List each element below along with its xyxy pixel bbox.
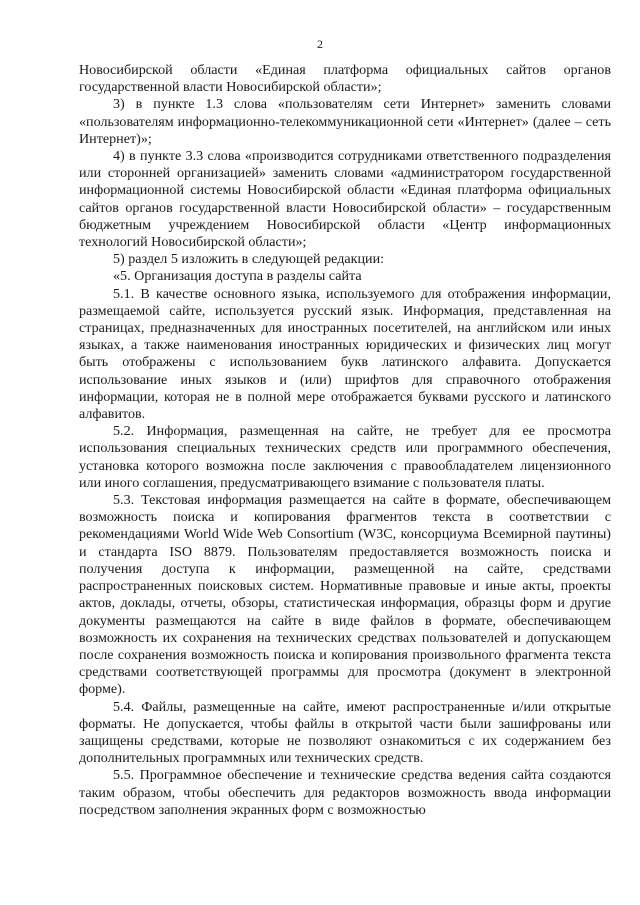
paragraph-continuation: Новосибирской области «Единая платформа официальных сайтов органов государственной власти Новосибирской области»; (79, 62, 611, 96)
paragraph-5-3: 5.3. Текстовая информация размещается на сайте в формате, обеспечивающем возможность поиска и копирования фрагментов текста в соответствии с рекомендациями World Wide Web Consortium (W3C, консорциума Всемирной паутины) и стандарта ISO 8879. Пользователям предоставляется возможность поиска и получения доступа к информации, размещенной на сайте, средствами распространенных поисковых систем. Нормативные правовые и иные акты, проекты актов, доклады, отчеты, обзоры, статистическая информация, образцы форм и другие документы размещаются на сайте в виде файлов в формате, обеспечивающем возможность их сохранения на технических средствах пользователей и допускающем после сохранения возможность поиска и копирования произвольного фрагмента текста средствами соответствующей программы для просмотра (документ в электронной форме). (79, 492, 611, 698)
paragraph-5-2: 5.2. Информация, размещенная на сайте, не требует для ее просмотра использования специальных технических средств или программного обеспечения, установка которого возможна после заключения с правообладателем лицензионного или иного соглашения, предусматривающего взимание с пользователя платы. (79, 423, 611, 491)
paragraph-5-4: 5.4. Файлы, размещенные на сайте, имеют распространенные и/или открытые форматы. Не допускается, чтобы файлы в открытой части были зашифрованы или защищены средствами, которые не позволяют ознакомиться с их содержанием без дополнительных программных или технических средств. (79, 698, 611, 767)
section-heading-5: «5. Организация доступа в разделы сайта (113, 268, 362, 285)
document-body (79, 62, 611, 819)
paragraph-item-4: 4) в пункте 3.3 слова «производится сотрудниками ответственного подразделения или сторонней организацией» заменить словами «администратором государственной информационной системы Новосибирской области «Единая платформа официальных сайтов органов государственной власти Новосибирской области» – государственным бюджетным учреждением Новосибирской области «Центр информационных технологий Новосибирской области»; (79, 148, 611, 251)
page-number: 2 (317, 37, 323, 51)
paragraph-5-1: 5.1. В качестве основного языка, используемого для отображения информации, размещаемой сайте, используется русский язык. Информация, представленная на страницах, предназначенных для иностранных посетителей, на английском или иных языках, а также наименования иностранных юридических и физических лиц могут быть отображены с использованием букв латинского алфавита. Допускается использование иных языков и (или) шрифтов для справочного отображения информации, которая не в полной мере отображается буквами русского и латинского алфавитов. (79, 285, 611, 423)
paragraph-item-3: 3) в пункте 1.3 слова «пользователям сети Интернет» заменить словами «пользователям информационно-телекоммуникационной сети «Интернет» (далее – сеть Интернет)»; (79, 96, 611, 147)
paragraph-item-5: 5) раздел 5 изложить в следующей редакции: (113, 251, 385, 268)
paragraph-5-5: 5.5. Программное обеспечение и технические средства ведения сайта создаются таким образом, чтобы обеспечить для редакторов возможность ввода информации посредством заполнения экранных форм с возможностью (79, 767, 611, 818)
